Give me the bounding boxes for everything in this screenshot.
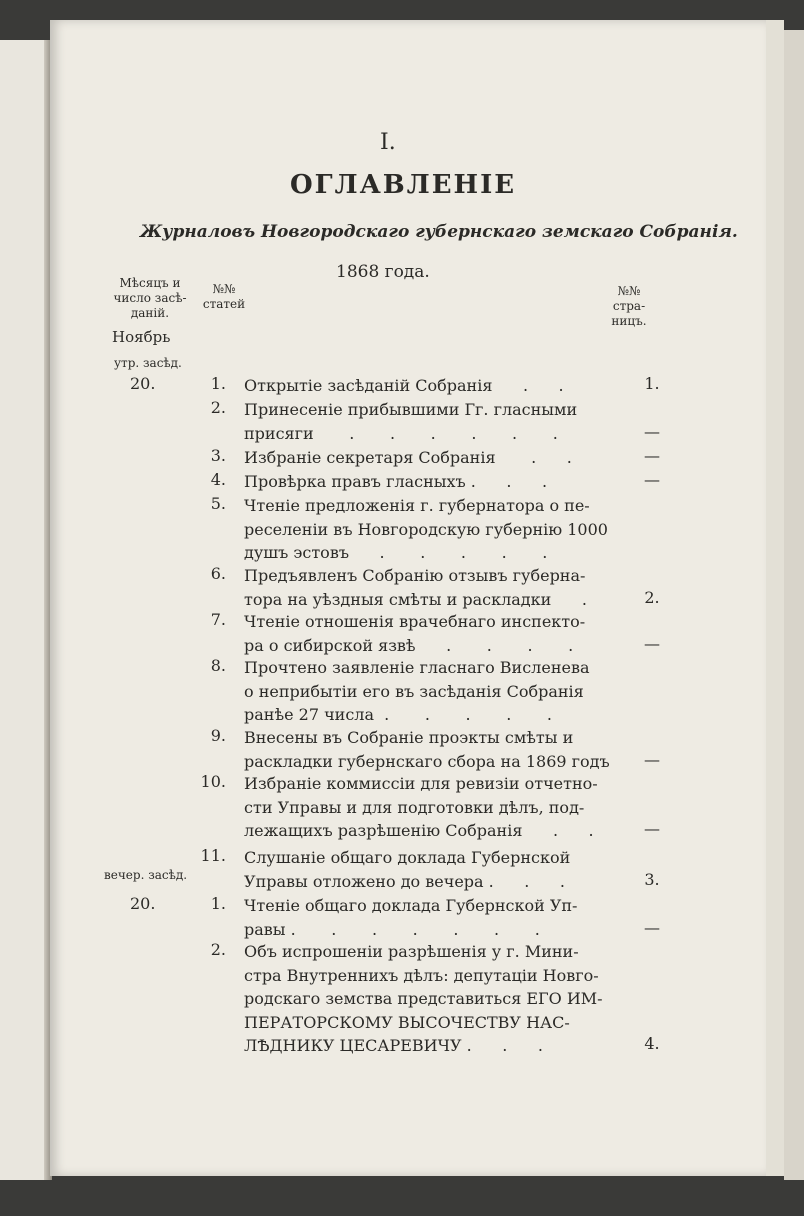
entry-text <box>244 726 616 773</box>
entry-page-number: — <box>644 470 660 489</box>
entry-page-number: — <box>644 749 660 769</box>
morning-session-label: утр. засѣд. <box>114 356 182 370</box>
entry-page-number: — <box>644 819 660 838</box>
entry-page-number: — <box>644 917 660 937</box>
entry-page-number: 3. <box>644 869 660 889</box>
entry-text <box>244 846 616 893</box>
entry-text <box>244 494 616 565</box>
entry-number: 1. <box>210 894 226 913</box>
entry-number: 11. <box>200 846 226 865</box>
entry-page-number: — <box>644 446 660 465</box>
entry-text-line: Объ испрошеніи разрѣшенія у г. Мини- <box>244 942 579 961</box>
month-column-header <box>108 276 192 321</box>
entry-text-line: Чтеніе отношенія врачебнаго инспекто- <box>244 612 586 631</box>
entry-text-line: раскладки губернскаго сбора на 1869 годъ <box>244 751 610 771</box>
entry-text <box>244 470 616 494</box>
article-header-line: статей <box>202 297 246 311</box>
entry-number: 1. <box>210 374 226 393</box>
entry-page-number: 4. <box>644 1034 660 1053</box>
entry-text <box>244 772 616 843</box>
entry-day: 20. <box>130 374 156 393</box>
entry-number: 10. <box>200 772 226 791</box>
entry-number: 7. <box>210 610 226 629</box>
entry-text-line: родскаго земства представиться ЕГО ИМ- <box>244 989 603 1008</box>
entry-text-line: стра Внутреннихъ дѣлъ: депутаціи Новго- <box>244 965 599 985</box>
entry-number: 2. <box>210 398 226 417</box>
page-header-line: ницъ. <box>611 314 647 328</box>
entry-text <box>244 656 616 727</box>
entry-number: 9. <box>210 726 226 745</box>
entry-day: 20. <box>130 894 156 913</box>
entry-number: 4. <box>210 470 226 489</box>
entry-page-number: — <box>644 421 660 441</box>
entry-text <box>244 564 616 611</box>
month-header-line: даній. <box>130 306 170 320</box>
entry-text-line: Чтеніе общаго доклада Губернской Уп- <box>244 896 578 915</box>
year-heading: 1868 года. <box>336 262 430 282</box>
page-title: ОГЛАВЛЕНІЕ <box>290 170 517 200</box>
entry-text-line: Управы отложено до вечера . . . <box>244 871 565 891</box>
entry-text-line: Провѣрка правъ гласныхъ . . . <box>244 472 548 491</box>
entry-text-line: лежащихъ разрѣшенію Собранія . . <box>244 821 594 840</box>
entry-text-line: ра о сибирской язвѣ . . . . <box>244 635 574 655</box>
entry-text-line: равы . . . . . . . <box>244 919 540 939</box>
entry-text-line: Прочтено заявленіе гласнаго Висленева <box>244 658 590 677</box>
entry-text-line: ПЕРАТОРСКОМУ ВЫСОЧЕСТВУ НАС- <box>244 1012 570 1032</box>
evening-session-label: вечер. засѣд. <box>104 868 188 882</box>
entry-text-line: реселеніи въ Новгородскую губернію 1000 <box>244 519 608 539</box>
entry-page-number: 2. <box>644 587 660 607</box>
entry-text-line: Принесеніе прибывшими Гг. гласными <box>244 400 578 419</box>
entry-text-line: о неприбытіи его въ засѣданія Собранія <box>244 681 584 701</box>
entry-number: 8. <box>210 656 226 675</box>
entry-text-line: Предъявленъ Собранію отзывъ губерна- <box>244 566 586 585</box>
entry-text-line: Избраніе коммиссіи для ревизіи отчетно- <box>244 774 598 793</box>
article-header-line: №№ <box>212 282 236 296</box>
entry-number: 6. <box>210 564 226 583</box>
entry-page-number: 1. <box>644 374 660 393</box>
entry-text-line: ЛѢДНИКУ ЦЕСАРЕВИЧУ . . . <box>244 1036 543 1055</box>
entry-text-line: душъ эстовъ . . . . . <box>244 543 548 562</box>
entry-text-line: Чтеніе предложенія г. губернатора о пе- <box>244 496 590 515</box>
entry-text-line: ранѣе 27 числа . . . . . <box>244 705 553 724</box>
page-edge-right <box>766 20 784 1176</box>
entry-text-line: Внесены въ Собраніе проэкты смѣты и <box>244 728 574 747</box>
entry-text <box>244 894 616 941</box>
entry-page-number: — <box>644 633 660 653</box>
article-column-header <box>198 282 250 312</box>
entry-text-line: тора на уѣздныя смѣты и раскладки . <box>244 589 587 609</box>
entry-number: 5. <box>210 494 226 513</box>
page-column-header <box>600 284 658 329</box>
entry-text <box>244 398 616 445</box>
entry-text <box>244 610 616 657</box>
entry-number: 3. <box>210 446 226 465</box>
page-header-line: №№ <box>617 284 641 298</box>
entry-text <box>244 940 616 1058</box>
entry-text-line: сти Управы и для подготовки дѣлъ, под- <box>244 797 585 817</box>
entry-text <box>244 374 616 398</box>
entry-text-line: Избраніе секретаря Собранія . . <box>244 448 572 467</box>
month-name: Ноябрь <box>112 328 171 346</box>
entry-number: 2. <box>210 940 226 959</box>
entry-text-line: Слушаніе общаго доклада Губернской <box>244 848 571 867</box>
month-header-line: Мѣсяцъ и <box>119 276 181 290</box>
entry-text-line: присяги . . . . . . <box>244 423 558 443</box>
page-edge-right-2 <box>784 30 804 1180</box>
month-header-line: число засѣ- <box>113 291 187 305</box>
page-subtitle: Журналовъ Новгородскаго губернскаго земскаго Собранія. <box>140 222 738 242</box>
entry-text <box>244 446 616 470</box>
entry-text-line: Открытіе засѣданій Собранія . . <box>244 376 564 395</box>
page-header-line: стра- <box>612 299 646 313</box>
roman-numeral: I. <box>380 130 396 155</box>
